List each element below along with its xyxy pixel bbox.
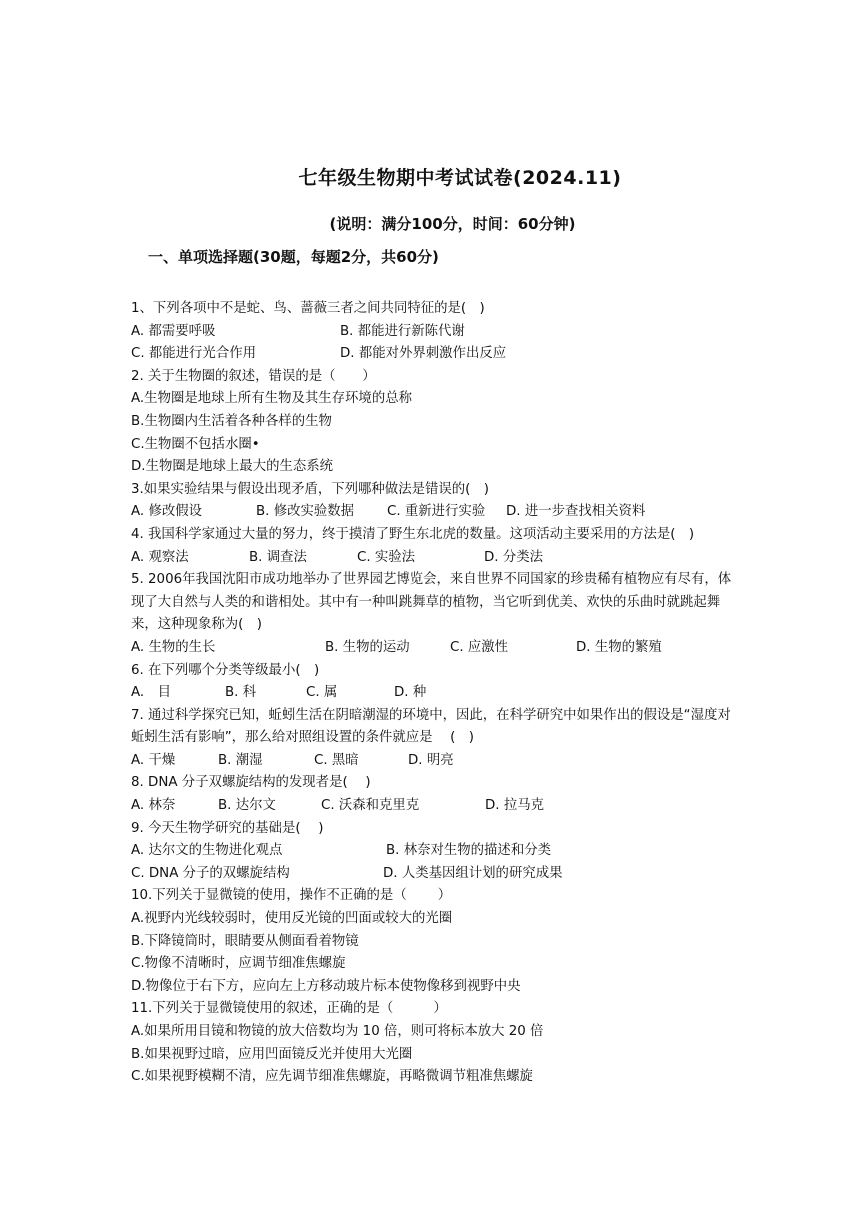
option-row (131, 863, 735, 886)
option: B. 潮湿 (218, 752, 263, 768)
question-stem: 8. DNA 分子双螺旋结构的发现者是( ) (131, 775, 371, 791)
option: D. 明亮 (408, 752, 454, 768)
option: B. 生物的运动 (325, 639, 410, 655)
section-heading: 一、单项选择题(30题，每题2分，共60分) (148, 248, 439, 266)
option-row (131, 637, 735, 660)
option: C. DNA 分子的双螺旋结构 (131, 865, 290, 881)
option: A. 目 (131, 685, 171, 701)
option: A. 都需要呼吸 (131, 323, 216, 339)
question-stem: 6. 在下列哪个分类等级最小( ) (131, 662, 320, 678)
question-stem: 2. 关于生物圈的叙述，错误的是（ ） (131, 368, 376, 384)
question-stem: 5. 2006年我国沈阳市成功地举办了世界园艺博览会，来自世界不同国家的珍贵稀有植物应有尽有，体现了大自然与人类的和谐相处。其中有一种叫跳舞草的植物，当它听到优美、欢快的乐曲时就跳起舞来，这种现象称为( ) (131, 572, 732, 633)
question-stem: 10.下列关于显微镜的使用，操作不正确的是（ ） (131, 888, 452, 904)
option: D. 生物的繁殖 (576, 639, 662, 655)
option: B. 调查法 (249, 549, 307, 565)
option: B. 修改实验数据 (256, 504, 355, 520)
option-row (131, 321, 735, 344)
option: C. 应激性 (450, 639, 509, 655)
option: A.生物圈是地球上所有生物及其生存环境的总称 (131, 391, 412, 407)
option: A. 干燥 (131, 752, 176, 768)
option: B. 科 (225, 685, 257, 701)
option: C. 实验法 (357, 549, 416, 565)
question-stem: 7. 通过科学探究已知，蚯蚓生活在阴暗潮湿的环境中，因此，在科学研究中如果作出的假设是“湿度对蚯蚓生活有影响”，那么给对照组设置的条件就应是 ( ) (131, 707, 731, 746)
option-row (131, 547, 735, 570)
question-stem: 3.如果实验结果与假设出现矛盾，下列哪种做法是错误的( ) (131, 481, 489, 497)
option: C. 属 (306, 685, 338, 701)
question-list (131, 298, 735, 1089)
option: A. 达尔文的生物进化观点 (131, 843, 283, 859)
option: C. 都能进行光合作用 (131, 346, 256, 362)
option: A. 观察法 (131, 549, 189, 565)
option-row (131, 840, 735, 863)
option: D.生物圈是地球上最大的生态系统 (131, 459, 334, 475)
option: B. 都能进行新陈代谢 (340, 323, 465, 339)
question-stem: 1、下列各项中不是蛇、鸟、蔷薇三者之间共同特征的是( ) (131, 301, 485, 316)
option: D. 人类基因组计划的研究成果 (383, 865, 563, 881)
option: B. 达尔文 (218, 798, 276, 814)
option: D. 拉马克 (485, 798, 544, 814)
option: B.下降镜筒时，眼睛要从侧面看着物镜 (131, 933, 359, 949)
option: C. 沃森和克里克 (321, 798, 420, 814)
option: D. 种 (394, 685, 427, 701)
option: D. 都能对外界刺激作出反应 (340, 346, 507, 362)
option: C. 重新进行实验 (387, 504, 486, 520)
option: A. 生物的生长 (131, 639, 216, 655)
page-title: 七年级生物期中考试试卷(2024.11) (298, 167, 622, 189)
option: B. 林奈对生物的描述和分类 (386, 843, 551, 859)
option-row (131, 501, 735, 524)
question-stem: 4. 我国科学家通过大量的努力，终于摸清了野生东北虎的数量。这项活动主要采用的方法是( ) (131, 526, 695, 542)
question-stem: 9. 今天生物学研究的基础是( ) (131, 820, 324, 836)
question-stem: 11.下列关于显微镜使用的叙述，正确的是（ ） (131, 1001, 447, 1017)
option: D.物像位于右下方，应向左上方移动玻片标本使物像移到视野中央 (131, 978, 521, 994)
option: C. 黑暗 (314, 752, 359, 768)
option-row (131, 750, 735, 773)
option: C.物像不清晰时，应调节细准焦螺旋 (131, 956, 346, 972)
option: B.生物圈内生活着各种各样的生物 (131, 413, 332, 429)
option: D. 分类法 (484, 549, 543, 565)
exam-instructions: (说明：满分100分，时间：60分钟) (329, 215, 576, 233)
option: A.视野内光线较弱时，使用反光镜的凹面或较大的光圈 (131, 911, 453, 927)
option: A. 修改假设 (131, 504, 202, 520)
option-row (131, 682, 735, 705)
option: D. 进一步查找相关资料 (506, 504, 646, 520)
option: A. 林奈 (131, 798, 176, 814)
option: C.生物圈不包括水圈• (131, 436, 260, 452)
option: C.如果视野模糊不清，应先调节细准焦螺旋，再略微调节粗准焦螺旋 (131, 1069, 533, 1085)
option-row (131, 343, 735, 366)
option-row (131, 795, 735, 818)
option: B.如果视野过暗，应用凹面镜反光并使用大光圈 (131, 1046, 413, 1062)
option: A.如果所用目镜和物镜的放大倍数均为 10 倍，则可将标本放大 20 倍 (131, 1024, 544, 1039)
